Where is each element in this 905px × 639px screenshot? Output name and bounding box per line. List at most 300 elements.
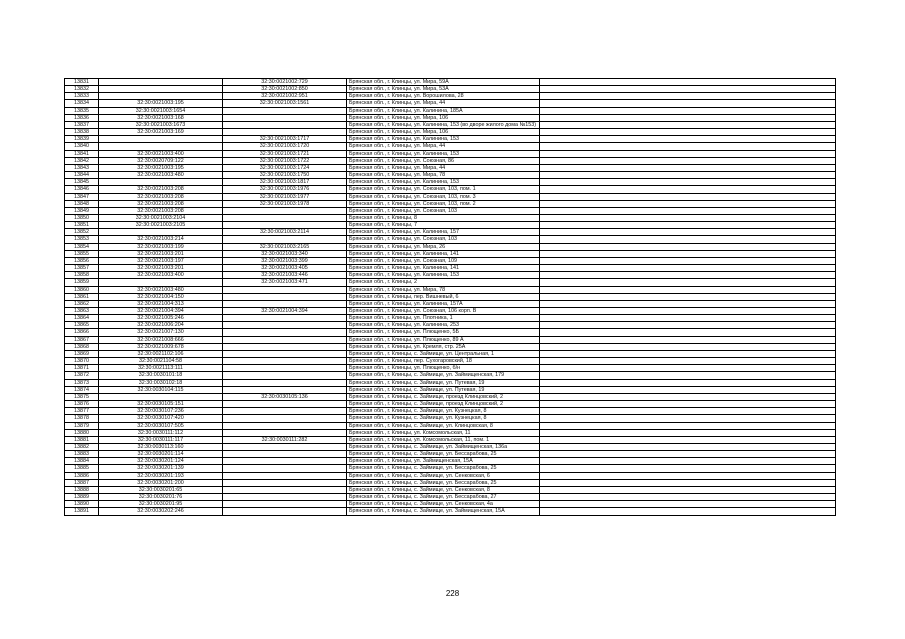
- object-cadastral-number-cell: [223, 300, 347, 307]
- table-row: [65, 436, 836, 443]
- object-cadastral-number-cell: [223, 121, 347, 128]
- object-cadastral-number-cell: [223, 386, 347, 393]
- empty-cell: [540, 236, 836, 243]
- land-cadastral-number-cell: [99, 79, 223, 86]
- table-row: [65, 350, 836, 357]
- empty-cell: [540, 143, 836, 150]
- land-cadastral-number-cell: 32:30:0030202:246: [99, 508, 223, 515]
- table-row: [65, 472, 836, 479]
- land-cadastral-number-cell: 32:30:0021003:1654: [99, 107, 223, 114]
- row-number-cell: 13855: [65, 250, 99, 257]
- object-cadastral-number-cell: 32:30:0021003:446: [223, 272, 347, 279]
- empty-cell: [540, 265, 836, 272]
- address-cell: Брянская обл., г. Клинцы, ул. Мира, 26: [347, 243, 540, 250]
- empty-cell: [540, 451, 836, 458]
- table-row: [65, 172, 836, 179]
- address-cell: Брянская обл., г. Клинцы, 2: [347, 279, 540, 286]
- table-row: [65, 379, 836, 386]
- row-number-cell: 13891: [65, 508, 99, 515]
- address-cell: Брянская обл., г. Клинцы, с. Займище, ул. Сенковская, 4а: [347, 501, 540, 508]
- table-row: [65, 136, 836, 143]
- land-cadastral-number-cell: 32:30:0030201:193: [99, 472, 223, 479]
- object-cadastral-number-cell: 32:30:0021003:1750: [223, 172, 347, 179]
- address-cell: Брянская обл., г. Клинцы, с. Займище, ул. Сенковская, 6: [347, 472, 540, 479]
- empty-cell: [540, 272, 836, 279]
- table-row: [65, 279, 836, 286]
- object-cadastral-number-cell: [223, 429, 347, 436]
- empty-cell: [540, 186, 836, 193]
- land-cadastral-number-cell: 32:30:0021003:169: [99, 129, 223, 136]
- address-cell: Брянская обл., г. Клинцы, с. Займище, ул. Сенковская, 8: [347, 486, 540, 493]
- table-row: [65, 193, 836, 200]
- land-cadastral-number-cell: 32:30:0021003:2105: [99, 222, 223, 229]
- table-row: [65, 100, 836, 107]
- row-number-cell: 13887: [65, 479, 99, 486]
- object-cadastral-number-cell: [223, 336, 347, 343]
- table-row: [65, 365, 836, 372]
- address-cell: Брянская обл., г. Клинцы, ул. Мира, 78: [347, 286, 540, 293]
- land-cadastral-number-cell: 32:30:0021003:2104: [99, 214, 223, 221]
- land-cadastral-number-cell: [99, 93, 223, 100]
- object-cadastral-number-cell: [223, 415, 347, 422]
- empty-cell: [540, 207, 836, 214]
- land-cadastral-number-cell: 32:30:0021003:195: [99, 164, 223, 171]
- land-cadastral-number-cell: 32:30:0030104:115: [99, 386, 223, 393]
- land-cadastral-number-cell: 32:30:0030107:505: [99, 422, 223, 429]
- object-cadastral-number-cell: 32:30:0021002:729: [223, 79, 347, 86]
- object-cadastral-number-cell: [223, 479, 347, 486]
- object-cadastral-number-cell: 32:30:0021003:405: [223, 265, 347, 272]
- table-row: [65, 343, 836, 350]
- row-number-cell: 13861: [65, 293, 99, 300]
- address-cell: Брянская обл., г. Клинцы, ул. Союзная, 106 корп. В: [347, 308, 540, 315]
- empty-cell: [540, 129, 836, 136]
- table-row: [65, 143, 836, 150]
- empty-cell: [540, 358, 836, 365]
- empty-cell: [540, 472, 836, 479]
- land-cadastral-number-cell: 32:30:0021008:666: [99, 336, 223, 343]
- object-cadastral-number-cell: [223, 315, 347, 322]
- object-cadastral-number-cell: 32:30:0021003:1720: [223, 143, 347, 150]
- table-row: [65, 494, 836, 501]
- empty-cell: [540, 350, 836, 357]
- table-row: [65, 79, 836, 86]
- table-row: [65, 250, 836, 257]
- land-cadastral-number-cell: 32:30:0021003:208: [99, 200, 223, 207]
- address-cell: Брянская обл., г. Клинцы, ул. Калинина, 153: [347, 272, 540, 279]
- object-cadastral-number-cell: 32:30:0021003:1721: [223, 150, 347, 157]
- empty-cell: [540, 157, 836, 164]
- land-cadastral-number-cell: 32:30:0030107:420: [99, 415, 223, 422]
- row-number-cell: 13852: [65, 229, 99, 236]
- address-cell: Брянская обл., г. Клинцы, ул. Мира, 44: [347, 164, 540, 171]
- address-cell: Брянская обл., г. Клинцы, ул. Мира, 53А: [347, 86, 540, 93]
- land-cadastral-number-cell: 32:30:0021003:201: [99, 250, 223, 257]
- object-cadastral-number-cell: 32:30:0030105:136: [223, 393, 347, 400]
- row-number-cell: 13853: [65, 236, 99, 243]
- address-cell: Брянская обл., г. Клинцы, ул. Калинина, 157: [347, 229, 540, 236]
- land-cadastral-number-cell: 32:30:0030201:95: [99, 501, 223, 508]
- empty-cell: [540, 93, 836, 100]
- empty-cell: [540, 114, 836, 121]
- row-number-cell: 13842: [65, 157, 99, 164]
- land-cadastral-number-cell: [99, 143, 223, 150]
- table-row: [65, 243, 836, 250]
- empty-cell: [540, 243, 836, 250]
- object-cadastral-number-cell: [223, 350, 347, 357]
- address-cell: Брянская обл., г. Клинцы, ул. Союзная, 86: [347, 157, 540, 164]
- table-row: [65, 372, 836, 379]
- empty-cell: [540, 379, 836, 386]
- row-number-cell: 13858: [65, 272, 99, 279]
- table-row: [65, 443, 836, 450]
- empty-cell: [540, 429, 836, 436]
- row-number-cell: 13879: [65, 422, 99, 429]
- row-number-cell: 13862: [65, 300, 99, 307]
- table-row: [65, 458, 836, 465]
- row-number-cell: 13856: [65, 257, 99, 264]
- land-cadastral-number-cell: 32:30:0030102:18: [99, 379, 223, 386]
- address-cell: Брянская обл., г. Клинцы, ул. Союзная, 103: [347, 236, 540, 243]
- row-number-cell: 13832: [65, 86, 99, 93]
- land-cadastral-number-cell: 32:30:0030111:112: [99, 429, 223, 436]
- table-row: [65, 451, 836, 458]
- row-number-cell: 13871: [65, 365, 99, 372]
- row-number-cell: 13849: [65, 207, 99, 214]
- table-row: [65, 150, 836, 157]
- row-number-cell: 13848: [65, 200, 99, 207]
- address-cell: Брянская обл., г. Клинцы, пер. Вишневый, 6: [347, 293, 540, 300]
- address-cell: Брянская обл., г. Клинцы, ул. Мира, 106: [347, 129, 540, 136]
- row-number-cell: 13838: [65, 129, 99, 136]
- row-number-cell: 13884: [65, 458, 99, 465]
- object-cadastral-number-cell: [223, 465, 347, 472]
- address-cell: Брянская обл., г. Клинцы, ул. Калинина, 153: [347, 136, 540, 143]
- row-number-cell: 13878: [65, 415, 99, 422]
- object-cadastral-number-cell: 32:30:0021003:1817: [223, 179, 347, 186]
- empty-cell: [540, 393, 836, 400]
- address-cell: Брянская обл., г. Клинцы, ул. Калинина, 141: [347, 250, 540, 257]
- empty-cell: [540, 172, 836, 179]
- object-cadastral-number-cell: [223, 451, 347, 458]
- object-cadastral-number-cell: [223, 286, 347, 293]
- row-number-cell: 13835: [65, 107, 99, 114]
- address-cell: Брянская обл., г. Клинцы, 7: [347, 222, 540, 229]
- row-number-cell: 13877: [65, 408, 99, 415]
- object-cadastral-number-cell: [223, 379, 347, 386]
- land-cadastral-number-cell: 32:30:0021003:201: [99, 265, 223, 272]
- table-row: [65, 129, 836, 136]
- land-cadastral-number-cell: 32:30:0021104:58: [99, 358, 223, 365]
- empty-cell: [540, 179, 836, 186]
- object-cadastral-number-cell: [223, 408, 347, 415]
- address-cell: Брянская обл., г. Клинцы, ул. Калинина, 141: [347, 265, 540, 272]
- table-row: [65, 257, 836, 264]
- table-row: [65, 429, 836, 436]
- object-cadastral-number-cell: [223, 508, 347, 515]
- row-number-cell: 13888: [65, 486, 99, 493]
- empty-cell: [540, 229, 836, 236]
- row-number-cell: 13854: [65, 243, 99, 250]
- row-number-cell: 13839: [65, 136, 99, 143]
- object-cadastral-number-cell: [223, 372, 347, 379]
- land-cadastral-number-cell: 32:30:0021003:197: [99, 257, 223, 264]
- table-row: [65, 408, 836, 415]
- table-row: [65, 272, 836, 279]
- object-cadastral-number-cell: 32:30:0021003:1724: [223, 164, 347, 171]
- land-cadastral-number-cell: 32:30:0021004:313: [99, 300, 223, 307]
- address-cell: Брянская обл., г. Клинцы, ул. Союзная, 103, пом. 3: [347, 193, 540, 200]
- empty-cell: [540, 415, 836, 422]
- row-number-cell: 13836: [65, 114, 99, 121]
- register-table-body: [65, 79, 836, 516]
- empty-cell: [540, 501, 836, 508]
- land-cadastral-number-cell: 32:30:0021009:678: [99, 343, 223, 350]
- table-row: [65, 229, 836, 236]
- address-cell: Брянская обл., г. Клинцы, ул. Займищенская, 15А: [347, 458, 540, 465]
- table-row: [65, 236, 836, 243]
- empty-cell: [540, 286, 836, 293]
- empty-cell: [540, 222, 836, 229]
- row-number-cell: 13886: [65, 472, 99, 479]
- row-number-cell: 13850: [65, 214, 99, 221]
- empty-cell: [540, 386, 836, 393]
- table-row: [65, 265, 836, 272]
- address-cell: Брянская обл., г. Клинцы, ул. Плотника, 1: [347, 315, 540, 322]
- row-number-cell: 13866: [65, 329, 99, 336]
- row-number-cell: 13837: [65, 121, 99, 128]
- land-cadastral-number-cell: 32:30:0021003:208: [99, 207, 223, 214]
- address-cell: Брянская обл., г. Клинцы, ул. Плющенко, 89 А: [347, 336, 540, 343]
- object-cadastral-number-cell: [223, 222, 347, 229]
- empty-cell: [540, 315, 836, 322]
- row-number-cell: 13876: [65, 401, 99, 408]
- row-number-cell: 13831: [65, 79, 99, 86]
- object-cadastral-number-cell: 32:30:0021003:471: [223, 279, 347, 286]
- address-cell: Брянская обл., г. Клинцы, ул. Калинина, 153 (во дворе жилого дома №153): [347, 121, 540, 128]
- address-cell: Брянская обл., г. Клинцы, ул. Мира, 59А: [347, 79, 540, 86]
- address-cell: Брянская обл., г. Клинцы, пер. Сухогаровский, 18: [347, 358, 540, 365]
- land-cadastral-number-cell: 32:30:0021003:480: [99, 286, 223, 293]
- land-cadastral-number-cell: 32:30:0030201:114: [99, 451, 223, 458]
- land-cadastral-number-cell: [99, 179, 223, 186]
- address-cell: Брянская обл., г. Клинцы, ул. Плющенко, 5Б: [347, 329, 540, 336]
- object-cadastral-number-cell: [223, 358, 347, 365]
- row-number-cell: 13889: [65, 494, 99, 501]
- row-number-cell: 13843: [65, 164, 99, 171]
- object-cadastral-number-cell: 32:30:0021003:1977: [223, 193, 347, 200]
- land-cadastral-number-cell: 32:30:0021006:204: [99, 322, 223, 329]
- object-cadastral-number-cell: [223, 129, 347, 136]
- address-cell: Брянская обл., г. Клинцы, ул. Союзная, 103: [347, 207, 540, 214]
- empty-cell: [540, 443, 836, 450]
- row-number-cell: 13840: [65, 143, 99, 150]
- object-cadastral-number-cell: [223, 114, 347, 121]
- address-cell: Брянская обл., г. Клинцы, с. Займище, ул. Бессарабова, 25: [347, 479, 540, 486]
- row-number-cell: 13890: [65, 501, 99, 508]
- table-row: [65, 329, 836, 336]
- table-row: [65, 422, 836, 429]
- row-number-cell: 13869: [65, 350, 99, 357]
- table-row: [65, 214, 836, 221]
- land-cadastral-number-cell: 32:30:0021113:111: [99, 365, 223, 372]
- land-cadastral-number-cell: 32:30:0030105:151: [99, 401, 223, 408]
- land-cadastral-number-cell: 32:30:0030201:200: [99, 479, 223, 486]
- land-cadastral-number-cell: 32:30:0021003:195: [99, 100, 223, 107]
- empty-cell: [540, 436, 836, 443]
- land-cadastral-number-cell: 32:30:0021003:1673: [99, 121, 223, 128]
- empty-cell: [540, 79, 836, 86]
- table-row: [65, 121, 836, 128]
- empty-cell: [540, 343, 836, 350]
- object-cadastral-number-cell: [223, 107, 347, 114]
- empty-cell: [540, 100, 836, 107]
- land-cadastral-number-cell: 32:30:0021003:214: [99, 236, 223, 243]
- row-number-cell: 13859: [65, 279, 99, 286]
- empty-cell: [540, 486, 836, 493]
- table-row: [65, 107, 836, 114]
- object-cadastral-number-cell: 32:30:0021003:1717: [223, 136, 347, 143]
- row-number-cell: 13860: [65, 286, 99, 293]
- address-cell: Брянская обл., г. Клинцы, ул. Союзная, 109: [347, 257, 540, 264]
- empty-cell: [540, 494, 836, 501]
- address-cell: Брянская обл., г. Клинцы, ул. Кремля, стр. 25А: [347, 343, 540, 350]
- page-number: 228: [445, 589, 460, 598]
- empty-cell: [540, 214, 836, 221]
- row-number-cell: 13867: [65, 336, 99, 343]
- object-cadastral-number-cell: [223, 422, 347, 429]
- address-cell: Брянская обл., г. Клинцы, ул. Комсомольская, 11, пом. 1: [347, 436, 540, 443]
- object-cadastral-number-cell: [223, 329, 347, 336]
- address-cell: Брянская обл., г. Клинцы, с. Займище, ул. Кузнецкая, 8: [347, 415, 540, 422]
- row-number-cell: 13868: [65, 343, 99, 350]
- empty-cell: [540, 372, 836, 379]
- row-number-cell: 13841: [65, 150, 99, 157]
- table-row: [65, 415, 836, 422]
- empty-cell: [540, 86, 836, 93]
- row-number-cell: 13880: [65, 429, 99, 436]
- land-cadastral-number-cell: 32:30:0021005:246: [99, 315, 223, 322]
- row-number-cell: 13847: [65, 193, 99, 200]
- row-number-cell: 13845: [65, 179, 99, 186]
- row-number-cell: 13885: [65, 465, 99, 472]
- address-cell: Брянская обл., г. Клинцы, ул. Калинина, 153: [347, 179, 540, 186]
- object-cadastral-number-cell: [223, 322, 347, 329]
- row-number-cell: 13865: [65, 322, 99, 329]
- row-number-cell: 13851: [65, 222, 99, 229]
- row-number-cell: 13881: [65, 436, 99, 443]
- table-row: [65, 93, 836, 100]
- row-number-cell: 13882: [65, 443, 99, 450]
- table-row: [65, 86, 836, 93]
- table-row: [65, 179, 836, 186]
- table-row: [65, 486, 836, 493]
- register-table: [64, 78, 836, 516]
- address-cell: Брянская обл., г. Клинцы, с. Займище, ул. Бессарабова, 27: [347, 494, 540, 501]
- address-cell: Брянская обл., г. Клинцы, ул. Калинина, 153: [347, 150, 540, 157]
- empty-cell: [540, 422, 836, 429]
- land-cadastral-number-cell: 32:30:0021003:208: [99, 193, 223, 200]
- table-row: [65, 315, 836, 322]
- empty-cell: [540, 136, 836, 143]
- table-row: [65, 300, 836, 307]
- land-cadastral-number-cell: 32:30:0021003:400: [99, 150, 223, 157]
- row-number-cell: 13833: [65, 93, 99, 100]
- address-cell: Брянская обл., г. Клинцы, ул. Калинина, 253: [347, 322, 540, 329]
- address-cell: Брянская обл., г. Клинцы, с. Займище, ул. Займищенская, 179: [347, 372, 540, 379]
- land-cadastral-number-cell: 32:30:0021004:394: [99, 308, 223, 315]
- empty-cell: [540, 150, 836, 157]
- object-cadastral-number-cell: 32:30:0021004:394: [223, 308, 347, 315]
- land-cadastral-number-cell: 32:30:0030111:117: [99, 436, 223, 443]
- row-number-cell: 13875: [65, 393, 99, 400]
- table-row: [65, 293, 836, 300]
- object-cadastral-number-cell: [223, 494, 347, 501]
- table-row: [65, 386, 836, 393]
- land-cadastral-number-cell: 32:30:0021003:199: [99, 243, 223, 250]
- empty-cell: [540, 308, 836, 315]
- object-cadastral-number-cell: [223, 207, 347, 214]
- address-cell: Брянская обл., г. Клинцы, 8: [347, 214, 540, 221]
- empty-cell: [540, 408, 836, 415]
- object-cadastral-number-cell: [223, 486, 347, 493]
- table-row: [65, 358, 836, 365]
- land-cadastral-number-cell: [99, 86, 223, 93]
- land-cadastral-number-cell: [99, 136, 223, 143]
- address-cell: Брянская обл., г. Клинцы, с. Займище, ул. Путевая, 19: [347, 379, 540, 386]
- object-cadastral-number-cell: [223, 458, 347, 465]
- empty-cell: [540, 479, 836, 486]
- table-row: [65, 222, 836, 229]
- address-cell: Брянская обл., г. Клинцы, ул. Союзная, 103, пом. 1: [347, 186, 540, 193]
- object-cadastral-number-cell: [223, 472, 347, 479]
- table-row: [65, 465, 836, 472]
- empty-cell: [540, 458, 836, 465]
- land-cadastral-number-cell: 32:30:0021003:208: [99, 186, 223, 193]
- object-cadastral-number-cell: 32:30:0021003:340: [223, 250, 347, 257]
- table-row: [65, 200, 836, 207]
- empty-cell: [540, 336, 836, 343]
- object-cadastral-number-cell: [223, 443, 347, 450]
- land-cadastral-number-cell: 32:30:0030101:18: [99, 372, 223, 379]
- empty-cell: [540, 121, 836, 128]
- address-cell: Брянская обл., г. Клинцы, ул. Ворошилова, 28: [347, 93, 540, 100]
- empty-cell: [540, 164, 836, 171]
- address-cell: Брянская обл., г. Клинцы, с. Займище, ул. Займищенская, 15А: [347, 508, 540, 515]
- table-row: [65, 207, 836, 214]
- address-cell: Брянская обл., г. Клинцы, ул. Мира, 44: [347, 100, 540, 107]
- land-cadastral-number-cell: [99, 279, 223, 286]
- address-cell: Брянская обл., г. Клинцы, с. Займище, ул. Центральная, 1: [347, 350, 540, 357]
- row-number-cell: 13883: [65, 451, 99, 458]
- empty-cell: [540, 107, 836, 114]
- table-row: [65, 114, 836, 121]
- land-cadastral-number-cell: 32:30:0020709:122: [99, 157, 223, 164]
- table-row: [65, 479, 836, 486]
- address-cell: Брянская обл., г. Клинцы, ул. Мира, 78: [347, 172, 540, 179]
- empty-cell: [540, 279, 836, 286]
- land-cadastral-number-cell: 32:30:0030113:160: [99, 443, 223, 450]
- address-cell: Брянская обл., г. Клинцы, ул. Комсомольская, 11: [347, 429, 540, 436]
- address-cell: Брянская обл., г. Клинцы, с. Займище, проезд Клинцовский, 2: [347, 401, 540, 408]
- land-cadastral-number-cell: 32:30:0030201:65: [99, 486, 223, 493]
- table-row: [65, 401, 836, 408]
- table-row: [65, 286, 836, 293]
- object-cadastral-number-cell: [223, 401, 347, 408]
- address-cell: Брянская обл., г. Клинцы, ул. Плющенко, б/н: [347, 365, 540, 372]
- row-number-cell: 13870: [65, 358, 99, 365]
- land-cadastral-number-cell: 32:30:0021003:480: [99, 172, 223, 179]
